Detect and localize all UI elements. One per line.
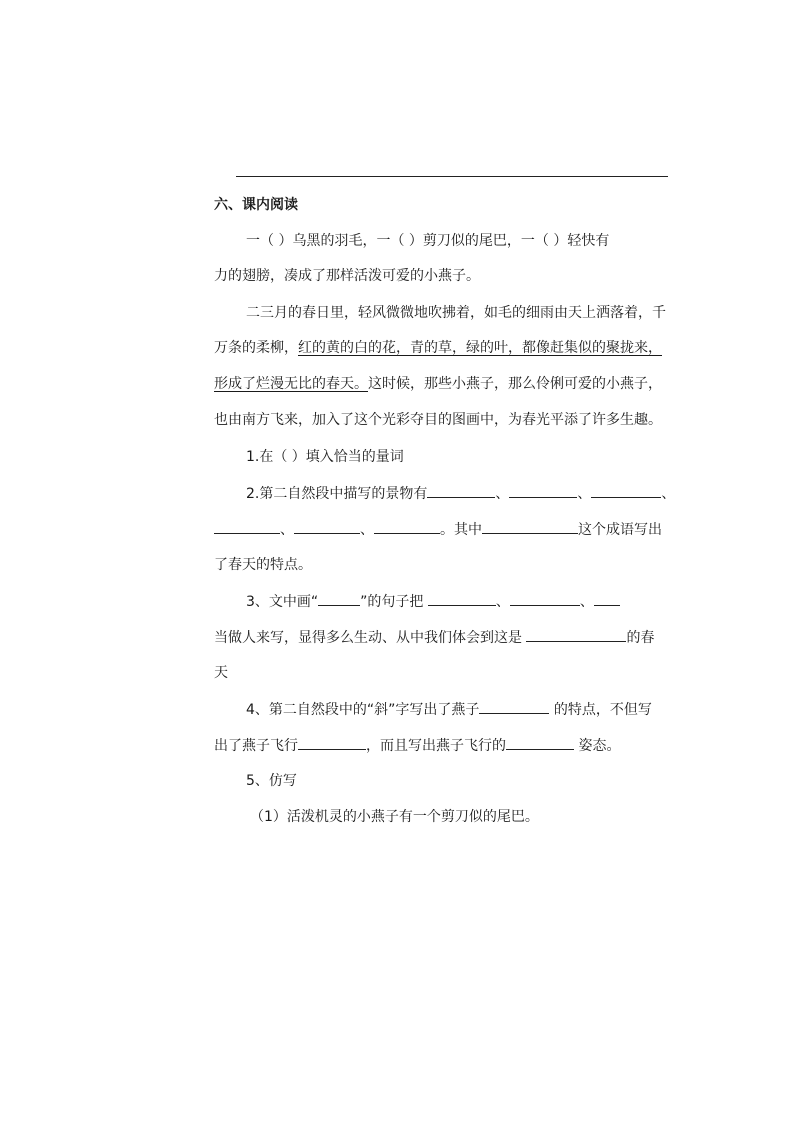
question-text: ”的句子把 (360, 594, 424, 610)
answer-blank[interactable] (294, 519, 360, 534)
question-5-1: （1）活泼机灵的小燕子有一个剪刀似的尾巴。 (250, 809, 539, 825)
answer-blank[interactable] (428, 591, 496, 606)
answer-blank[interactable] (427, 483, 495, 498)
question-text: 当做人来写，显得多么生动、从中我们体会到这是 (214, 630, 522, 646)
question-text: 出了燕子飞行 (214, 738, 298, 754)
underlined-sentence: 形成了烂漫无比的春天。 (214, 376, 368, 392)
question-2-line2 (214, 519, 674, 540)
question-text: ，而且写出燕子飞行的 (366, 738, 506, 754)
question-text: 的特点，不但写 (553, 702, 652, 718)
underlined-sentence: 红的黄的白的花，青的草，绿的叶，都像赶集似的聚拢来， (298, 340, 662, 356)
passage-p1-line1: 一（ ）乌黑的羽毛，一（ ）剪刀似的尾巴，一（ ）轻快有 (246, 233, 610, 249)
answer-blank[interactable] (479, 699, 549, 714)
question-text: 姿态。 (578, 738, 621, 754)
answer-blank[interactable] (594, 591, 620, 606)
answer-blank[interactable] (374, 519, 440, 534)
separator: 、 (661, 486, 676, 502)
passage-p1-line2: 力的翅膀，凑成了那样活泼可爱的小燕子。 (214, 268, 480, 284)
passage-p2-line3 (214, 374, 674, 394)
passage-text: 这时候，那些小燕子，那么伶俐可爱的小燕子， (368, 376, 662, 392)
answer-blank[interactable] (214, 519, 280, 534)
question-5: 5、仿写 (246, 773, 297, 789)
separator: 、 (280, 522, 294, 538)
question-1: 1.在（ ）填入恰当的量词 (246, 449, 404, 465)
answer-blank[interactable] (510, 591, 580, 606)
answer-blank[interactable] (318, 591, 360, 606)
answer-blank[interactable] (591, 483, 661, 498)
question-text: 4、第二自然段中的“斜”字写出了燕子 (246, 702, 480, 718)
question-3-line1 (246, 591, 706, 612)
answer-blank[interactable] (298, 735, 366, 750)
separator: 、 (495, 594, 510, 610)
answer-blank[interactable] (526, 627, 626, 642)
question-2-line3: 了春天的特点。 (214, 557, 312, 573)
question-text: 。其中 (440, 522, 482, 538)
passage-p2-line1: 二三月的春日里，轻风微微地吹拂着，如毛的细雨由天上洒落着，千 (246, 305, 666, 321)
passage-p2-line2 (214, 338, 674, 358)
answer-blank[interactable] (482, 519, 578, 534)
separator: 、 (577, 486, 592, 502)
passage-text: 万条的柔柳， (214, 340, 298, 356)
question-3-line3: 天 (214, 665, 228, 681)
separator: 、 (495, 486, 510, 502)
question-text: 这个成语写出 (578, 522, 662, 538)
section-title: 六、课内阅读 (214, 197, 298, 213)
separator: 、 (579, 594, 594, 610)
question-2-line1 (246, 483, 706, 504)
question-4-line2 (214, 735, 674, 756)
separator: 、 (360, 522, 374, 538)
passage-p2-line4: 也由南方飞来，加入了这个光彩夺目的图画中，为春光平添了许多生趣。 (214, 412, 662, 428)
question-text: 2.第二自然段中描写的景物有 (246, 486, 428, 502)
question-3-line2 (214, 627, 674, 648)
question-text: 3、文中画“ (246, 594, 319, 610)
question-text: 的春 (626, 630, 655, 646)
top-rule (236, 176, 668, 177)
answer-blank[interactable] (506, 735, 574, 750)
question-4-line1 (246, 699, 706, 720)
answer-blank[interactable] (509, 483, 577, 498)
